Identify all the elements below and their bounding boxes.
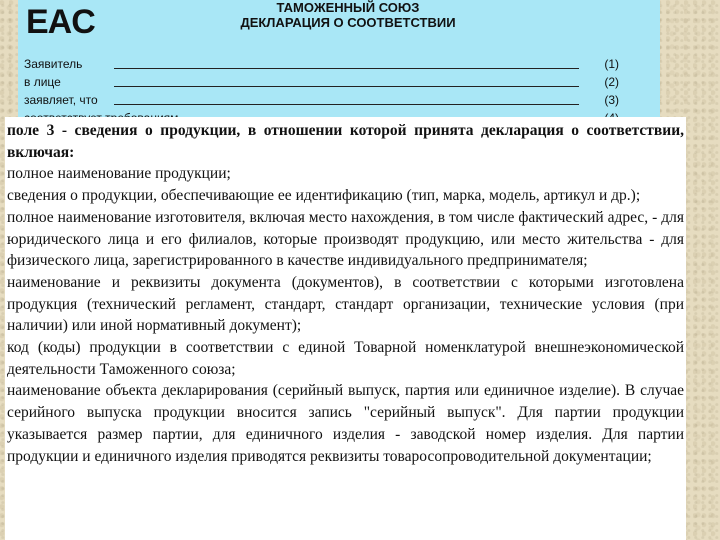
form-row-line [114, 86, 579, 87]
form-row-line [114, 68, 579, 69]
form-title [238, 0, 458, 30]
form-row-number: (2) [604, 75, 619, 89]
field3-item-documents: наименование и реквизиты документа (документов), в соответствии с которыми изготовлена продукция (технический регламент, стандарт, стандарт организации, технические условия (при наличии) или иной нормативный документ); [7, 273, 684, 335]
form-row-declares [24, 91, 619, 109]
eac-logo: EAC [26, 3, 95, 41]
form-row-number: (1) [604, 57, 619, 71]
field3-heading: поле 3 - сведения о продукции, в отношении которой принята декларация о соответствии, включая: [7, 122, 684, 161]
form-row-label: в лице [24, 75, 61, 89]
field3-item-identification: сведения о продукции, обеспечивающие ее идентификацию (тип, марка, модель, артикул и др.); [7, 187, 641, 205]
field3-item-tn-ved-code: код (коды) продукции в соответствии с единой Товарной номенклатурой внешнеэкономической деятельности Таможенного союза; [7, 339, 684, 378]
field3-item-product-name: полное наименование продукции; [7, 165, 231, 183]
form-title-line2: ДЕКЛАРАЦИЯ О СООТВЕТСТВИИ [240, 15, 456, 30]
declaration-form-image [18, 0, 660, 125]
form-title-line1: ТАМОЖЕННЫЙ СОЮЗ [276, 0, 420, 15]
form-row-label: заявляет, что [24, 93, 98, 107]
field3-item-manufacturer: полное наименование изготовителя, включая место нахождения, в том числе фактический адрес, - для юридического лица и его филиалов, которые производят продукцию, или место жительства - для физического лица, зарегистрированного в качестве индивидуального предпринимателя; [7, 208, 684, 270]
form-row-label: Заявитель [24, 57, 83, 71]
form-row-line [114, 104, 579, 105]
form-row-represented-by [24, 73, 619, 91]
form-row-applicant [24, 55, 619, 73]
form-row-number: (3) [604, 93, 619, 107]
field3-item-declaration-object: наименование объекта декларирования (серийный выпуск, партия или единичное изделие). В случае серийного выпуска продукции вносится запись "серийный выпуск". Для партии продукции указывается размер партии, для единичного изделия - заводской номер изделия. Для партии продукции и единичного изделия приводятся реквизиты товаросопроводительной документации; [7, 382, 684, 465]
field3-description [5, 117, 686, 540]
